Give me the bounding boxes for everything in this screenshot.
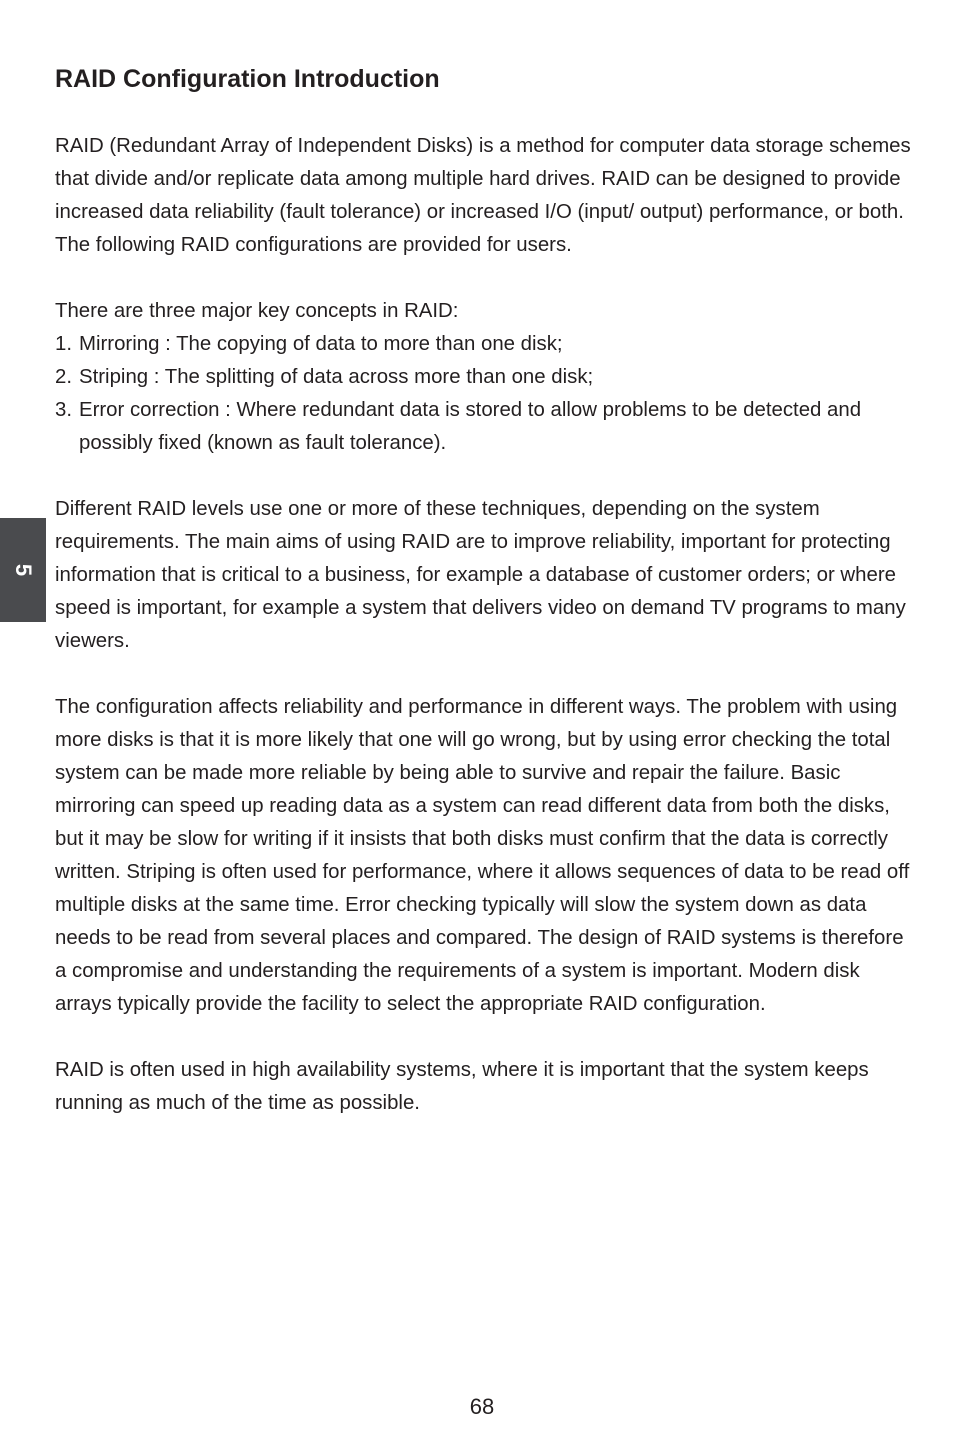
availability-paragraph: RAID is often used in high availability systems, where it is important that the system keeps running as much of the time as possible. xyxy=(55,1059,869,1114)
list-item-number: 3. xyxy=(55,399,73,421)
list-item xyxy=(55,328,911,361)
list-item-text: Error correction : Where redundant data is stored to allow problems to be detected and possibly fixed (known as fault tolerance). xyxy=(79,399,862,454)
list-item-text: Mirroring : The copying of data to more than one disk; xyxy=(79,333,563,355)
page-number: 68 xyxy=(469,1394,495,1419)
concepts-list xyxy=(55,328,911,460)
list-item xyxy=(55,361,911,394)
levels-paragraph: Different RAID levels use one or more of these techniques, depending on the system requirements. The main aims of using RAID are to improve reliability, important for protecting information that is critical to a business, for example a database of customer orders; or where speed is important, for example a system that delivers video on demand TV programs to many viewers. xyxy=(55,498,906,652)
body-text xyxy=(55,130,911,1153)
list-item-text: Striping : The splitting of data across more than one disk; xyxy=(79,366,594,388)
list-item-number: 2. xyxy=(55,366,73,388)
list-item-number: 1. xyxy=(55,333,73,355)
chapter-tab xyxy=(0,518,46,622)
intro-paragraph: RAID (Redundant Array of Independent Disks) is a method for computer data storage schemes that divide and/or replicate data among multiple hard drives. RAID can be designed to provide increased data reliability (fault tolerance) or increased I/O (input/ output) performance, or both. The following RAID configurations are provided for users. xyxy=(55,135,911,256)
concepts-lead: There are three major key concepts in RAID: xyxy=(55,300,459,322)
page-title: RAID Configuration Introduction xyxy=(55,65,440,93)
list-item xyxy=(55,394,911,460)
chapter-number: 5 xyxy=(11,563,36,577)
configuration-paragraph: The configuration affects reliability and performance in different ways. The problem with using more disks is that it is more likely that one will go wrong, but by using error checking the total system can be made more reliable by being able to survive and repair the failure. Basic mirroring can speed up reading data as a system can read different data from both the disks, but it may be slow for writing if it insists that both disks must confirm that the data is correctly written. Striping is often used for performance, where it allows sequences of data to be read off multiple disks at the same time. Error checking typically will slow the system down as data needs to be read from several places and compared. The design of RAID systems is therefore a compromise and understanding the requirements of a system is important. Modern disk arrays typically provide the facility to select the appropriate RAID configuration. xyxy=(55,696,910,1015)
